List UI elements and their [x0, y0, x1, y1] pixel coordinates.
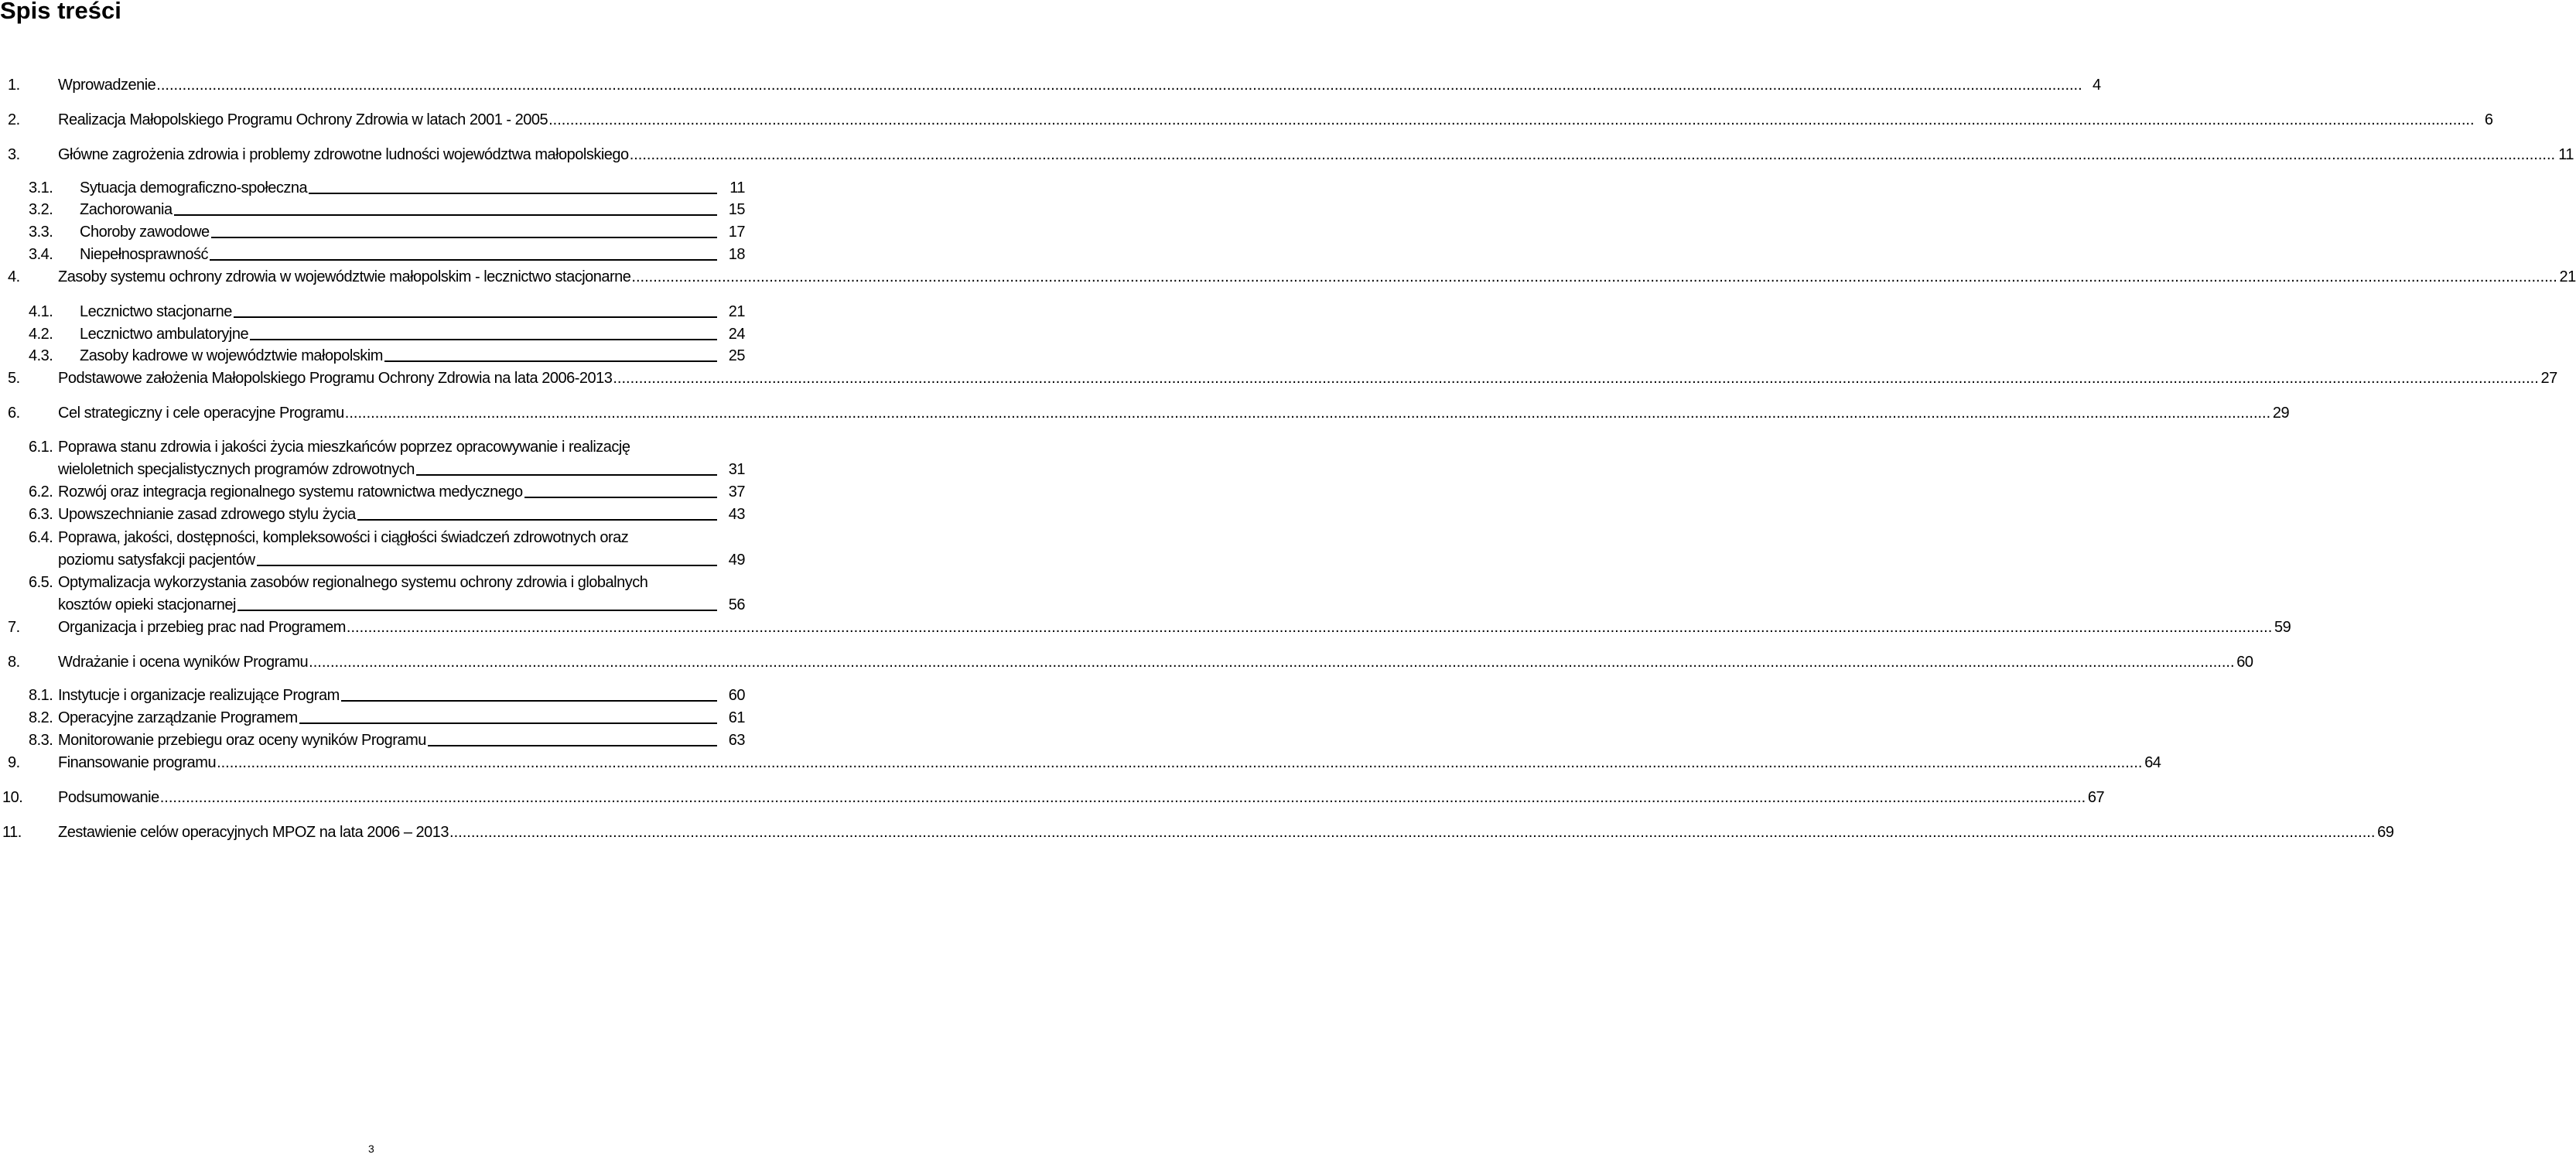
leader-line	[174, 214, 717, 216]
toc-entry-title-cont: kosztów opieki stacjonarnej	[58, 596, 236, 613]
toc-entry-page: 61	[728, 709, 745, 726]
toc-entry-page: 43	[728, 506, 745, 523]
toc-entry-page: 69	[2377, 824, 2394, 841]
dot-leader	[159, 787, 2086, 808]
leader-line	[237, 610, 717, 611]
toc-entry-page: 24	[728, 326, 745, 343]
toc-entry-page: 27	[2540, 370, 2557, 387]
leader-line	[384, 360, 717, 362]
dot-leader	[630, 266, 2557, 288]
toc-entry-page: 56	[728, 596, 745, 613]
toc-entry-page: 64	[2144, 754, 2161, 771]
toc-entry-page: 60	[728, 687, 745, 704]
toc-entry-title: Zasoby systemu ochrony zdrowia w województwie małopolskim - lecznictwo stacjonarne	[58, 268, 631, 285]
leader-line	[210, 259, 717, 261]
toc-entry-title: Zestawienie celów operacyjnych MPOZ na lata 2006 – 2013	[58, 824, 449, 841]
toc-entry-page: 18	[728, 246, 745, 263]
toc-entry-page: 6	[2484, 111, 2493, 128]
toc-entry-number: 8.3.	[29, 732, 53, 749]
toc-entry-title: Podsumowanie	[58, 789, 159, 806]
toc-entry-number: 8.	[8, 654, 20, 671]
toc-entry-page: 25	[728, 347, 745, 364]
toc-entry-number: 9.	[8, 754, 20, 771]
dot-leader	[155, 74, 2082, 96]
toc-entry-page: 11	[729, 179, 745, 196]
leader-line	[357, 519, 717, 521]
toc-entry-title: Upowszechnianie zasad zdrowego stylu życia	[58, 506, 356, 523]
toc-entry-page: 21	[728, 303, 745, 320]
page-number: 3	[368, 1143, 374, 1155]
leader-line	[309, 193, 717, 194]
toc-entry-number: 4.1.	[29, 303, 53, 320]
toc-entry-title: Monitorowanie przebiegu oraz oceny wyników Programu	[58, 732, 426, 749]
toc-entry-title: Operacyjne zarządzanie Programem	[58, 709, 298, 726]
toc-entry-number: 3.2.	[29, 201, 53, 218]
leader-line	[250, 339, 717, 340]
toc-entry-number: 6.1.	[29, 439, 53, 456]
leader-line	[341, 700, 717, 702]
toc-entry-number: 6.5.	[29, 574, 53, 591]
toc-entry-number: 8.1.	[29, 687, 53, 704]
leader-line	[257, 565, 717, 566]
toc-entry-title: Cel strategiczny i cele operacyjne Programu	[58, 405, 344, 422]
toc-entry-title: Optymalizacja wykorzystania zasobów regionalnego systemu ochrony zdrowia i globalnych	[58, 574, 648, 591]
toc-entry-title-cont: wieloletnich specjalistycznych programów zdrowotnych	[58, 461, 415, 478]
toc-entry-number: 1.	[8, 77, 20, 94]
dot-leader	[449, 822, 2375, 843]
dot-leader	[344, 402, 2270, 424]
leader-line	[416, 474, 717, 476]
dot-leader	[216, 752, 2142, 774]
toc-entry-title: Niepełnosprawność	[80, 246, 209, 263]
toc-entry-number: 4.2.	[29, 326, 53, 343]
dot-leader	[308, 651, 2234, 673]
toc-entry-number: 4.3.	[29, 347, 53, 364]
toc-entry-number: 10.	[2, 789, 23, 806]
toc-entry-number: 6.3.	[29, 506, 53, 523]
toc-entry-title: Zachorowania	[80, 201, 173, 218]
leader-line	[428, 745, 717, 746]
dot-leader	[612, 367, 2538, 389]
toc-entry-page: 17	[728, 224, 745, 241]
dot-leader	[346, 617, 2272, 638]
toc-entry-title: Wdrażanie i ocena wyników Programu	[58, 654, 309, 671]
toc-entry-title: Podstawowe założenia Małopolskiego Programu Ochrony Zdrowia na lata 2006-2013	[58, 370, 613, 387]
toc-entry-page: 15	[728, 201, 745, 218]
page-title: Spis treści	[0, 0, 121, 24]
toc-entry-number: 8.2.	[29, 709, 53, 726]
toc-entry-title: Lecznictwo ambulatoryjne	[80, 326, 249, 343]
toc-entry-page: 11	[2558, 146, 2574, 163]
toc-entry-title: Realizacja Małopolskiego Programu Ochrony Zdrowia w latach 2001 - 2005	[58, 111, 548, 128]
toc-entry-page: 4	[2093, 77, 2101, 94]
toc-entry-number: 6.	[8, 405, 20, 422]
toc-entry-title: Organizacja i przebieg prac nad Programem	[58, 619, 346, 636]
toc-entry-page: 67	[2087, 789, 2105, 806]
dot-leader	[629, 144, 2555, 166]
toc-entry-number: 3.4.	[29, 246, 53, 263]
toc-entry-number: 3.1.	[29, 179, 53, 196]
toc-entry-title: Poprawa stanu zdrowia i jakości życia mieszkańców poprzez opracowywanie i realizację	[58, 439, 630, 456]
toc-entry-number: 2.	[8, 111, 20, 128]
toc-entry-page: 60	[2236, 654, 2253, 671]
toc-entry-page: 37	[728, 483, 745, 500]
toc-entry-title: Rozwój oraz integracja regionalnego systemu ratownictwa medycznego	[58, 483, 523, 500]
toc-entry-page: 63	[728, 732, 745, 749]
leader-line	[211, 237, 717, 238]
dot-leader	[548, 109, 2474, 131]
leader-line	[299, 722, 717, 724]
toc-entry-title: Zasoby kadrowe w województwie małopolskim	[80, 347, 383, 364]
toc-entry-page: 49	[728, 552, 745, 569]
toc-entry-title: Lecznictwo stacjonarne	[80, 303, 232, 320]
toc-entry-title: Choroby zawodowe	[80, 224, 210, 241]
toc-entry-title: Główne zagrożenia zdrowia i problemy zdrowotne ludności województwa małopolskiego	[58, 146, 629, 163]
toc-entry-title: Wprowadzenie	[58, 77, 156, 94]
leader-line	[234, 316, 717, 318]
leader-line	[524, 497, 717, 498]
toc-entry-number: 7.	[8, 619, 20, 636]
toc-entry-number: 6.4.	[29, 529, 53, 546]
toc-entry-number: 3.	[8, 146, 20, 163]
toc-entry-title: Instytucje i organizacje realizujące Program	[58, 687, 340, 704]
toc-entry-page: 29	[2272, 405, 2290, 422]
toc-entry-page: 59	[2274, 619, 2291, 636]
toc-entry-title: Poprawa, jakości, dostępności, kompleksowości i ciągłości świadczeń zdrowotnych oraz	[58, 529, 629, 546]
toc-entry-number: 6.2.	[29, 483, 53, 500]
toc-entry-number: 4.	[8, 268, 20, 285]
toc-entry-title: Sytuacja demograficzno-społeczna	[80, 179, 308, 196]
toc-entry-page: 31	[728, 461, 745, 478]
toc-entry-number: 3.3.	[29, 224, 53, 241]
toc-entry-number: 11.	[2, 824, 22, 841]
toc-entry-number: 5.	[8, 370, 20, 387]
toc-entry-page: 21	[2559, 268, 2576, 285]
toc-entry-title-cont: poziomu satysfakcji pacjentów	[58, 552, 255, 569]
toc-entry-title: Finansowanie programu	[58, 754, 217, 771]
